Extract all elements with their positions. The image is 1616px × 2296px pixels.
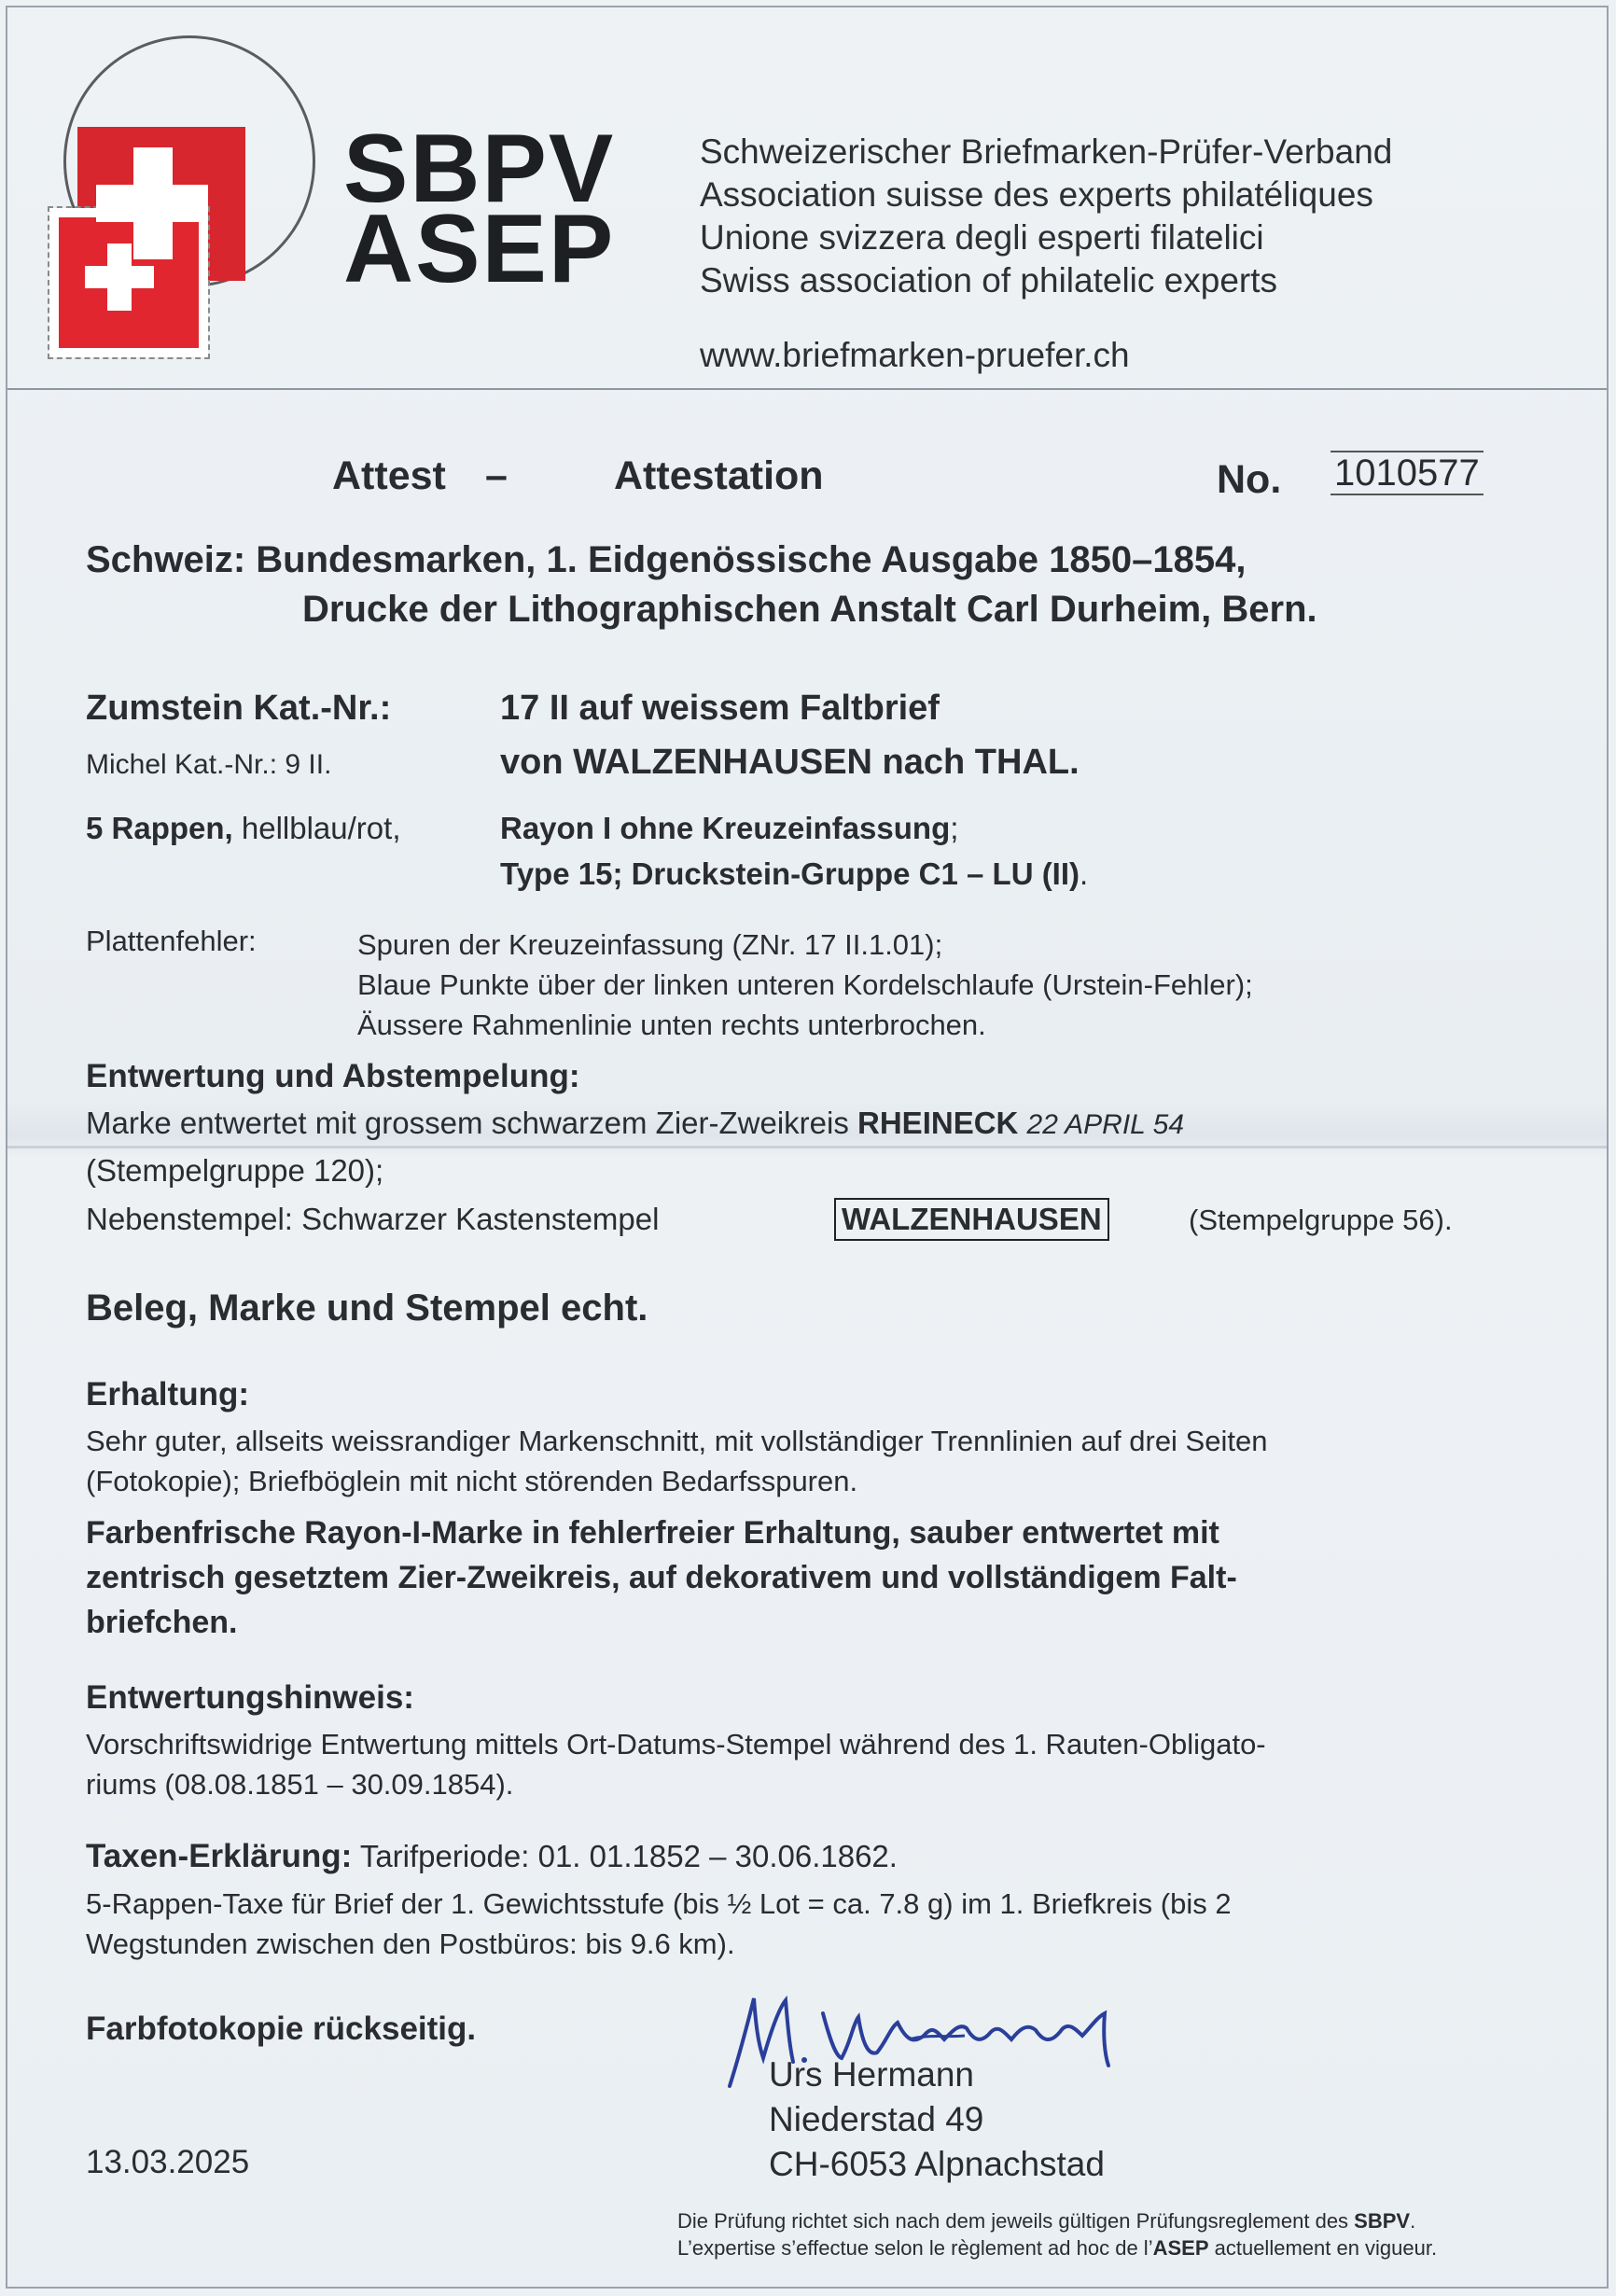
cancellation-line-1: Marke entwertet mit grossem schwarzem Zier-Zweikreis RHEINECK 22 APRIL 54 [86, 1106, 1185, 1140]
condition-summary: Farbenfrische Rayon-I-Marke in fehlerfreier Erhaltung, sauber entwertet mit zentrisch gesetztem Zier-Zweikreis, auf dekorativem und vollständigem Falt- briefchen. [86, 1515, 1237, 1640]
zumstein-value: 17 II auf weissem Faltbrief [500, 689, 940, 728]
cancellation-line-2: (Stempelgruppe 120); [86, 1153, 384, 1188]
title-dash: – [485, 453, 508, 498]
footer-line-1: Die Prüfung richtet sich nach dem jeweils gültigen Prüfungsreglement des SBPV. [677, 2209, 1416, 2233]
plate-fault-1: Spuren der Kreuzeinfassung (ZNr. 17 II.1.01); [357, 928, 943, 961]
cancel-note-heading: Entwertungshinweis: [86, 1679, 414, 1716]
tax-line [86, 1838, 898, 1875]
condition-heading: Erhaltung: [86, 1376, 249, 1412]
logo-asep-text: ASEP [343, 195, 616, 303]
website-link[interactable]: www.briefmarken-pruefer.ch [700, 336, 1130, 374]
denomination-value: 5 Rappen, [86, 811, 233, 845]
type-line: Type 15; Druckstein-Gruppe C1 – LU (II). [500, 856, 1089, 891]
title-attest: Attest [332, 453, 446, 498]
plate-fault-3: Äussere Rahmenlinie unten rechts unterbrochen. [357, 1009, 986, 1041]
zumstein-label: Zumstein Kat.-Nr.: [86, 689, 392, 728]
footer-notice [677, 2207, 1437, 2261]
tax-text: 5-Rappen-Taxe für Brief der 1. Gewichtsstufe (bis ½ Lot = ca. 7.8 g) im 1. Briefkreis (bis 2 Wegstunden zwischen den Postbüros: bis 9.6 km). [86, 1887, 1232, 1960]
certificate-sheet [6, 6, 1609, 2289]
tax-heading: Taxen-Erklärung: [86, 1838, 353, 1874]
denomination [86, 811, 400, 846]
expert-street: Niederstad 49 [769, 2100, 984, 2138]
denomination-color: hellblau/rot, [241, 811, 401, 845]
expert-address [769, 2052, 1105, 2187]
box-cancel-walzenhausen: WALZENHAUSEN [834, 1198, 1109, 1241]
number-label: No. [1217, 457, 1282, 502]
logo-wordmark [343, 115, 616, 303]
title-attestation: Attestation [614, 453, 824, 498]
photocopy-note: Farbfotokopie rückseitig. [86, 2011, 477, 2047]
plate-fault-2: Blaue Punkte über der linken unteren Kordelschlaufe (Urstein-Fehler); [357, 968, 1253, 1001]
michel-label: Michel Kat.-Nr.: 9 II. [86, 749, 332, 780]
subject-line-2: Drucke der Lithographischen Anstalt Carl Durheim, Bern. [302, 589, 1317, 630]
expert-city: CH-6053 Alpnachstad [769, 2145, 1105, 2183]
association-name-fr: Association suisse des experts philatéliques [700, 175, 1373, 214]
cancellation-group: (Stempelgruppe 56). [1189, 1204, 1453, 1236]
header-divider [7, 388, 1607, 390]
cancellation-town: RHEINECK [857, 1106, 1019, 1140]
michel-value: von WALZENHAUSEN nach THAL. [500, 743, 1080, 782]
footer-line-2: L’expertise s’effectue selon le règlement ad hoc de l’ASEP actuellement en vigueur. [677, 2236, 1438, 2260]
type-text: Type 15; Druckstein-Gruppe C1 – LU (II) [500, 856, 1080, 891]
plate-faults-list [357, 925, 1253, 1045]
cancellation-line-3: Nebenstempel: Schwarzer Kastenstempel [86, 1202, 660, 1236]
logo-sbpv-text: SBPV [343, 115, 616, 223]
subject-line-1: Schweiz: Bundesmarken, 1. Eidgenössische Ausgabe 1850–1854, [86, 539, 1247, 580]
plate-faults-label: Plattenfehler: [86, 925, 257, 957]
tax-period: Tarifperiode: 01. 01.1852 – 30.06.1862. [359, 1839, 898, 1873]
condition-text: Sehr guter, allseits weissrandiger Markenschnitt, mit vollständiger Trennlinien auf drei Seiten (Fotokopie); Briefböglein mit nicht störenden Bedarfsspuren. [86, 1425, 1268, 1497]
certificate-date: 13.03.2025 [86, 2144, 250, 2180]
association-name-de: Schweizerischer Briefmarken-Prüfer-Verband [700, 132, 1393, 171]
association-name-en: Swiss association of philatelic experts [700, 261, 1278, 299]
logo-stamp-small [49, 208, 208, 357]
rayon-line: Rayon I ohne Kreuzeinfassung; [500, 811, 959, 845]
cancellation-heading: Entwertung und Abstempelung: [86, 1058, 580, 1094]
cancellation-date: 22 APRIL 54 [1026, 1109, 1185, 1140]
cancel-note-text: Vorschriftswidrige Entwertung mittels Ort-Datums-Stempel während des 1. Rauten-Obligato- riums (08.08.1851 – 30.09.1854). [86, 1728, 1266, 1801]
verdict: Beleg, Marke und Stempel echt. [86, 1287, 648, 1329]
certificate-number: 1010577 [1330, 451, 1484, 495]
association-name-it: Unione svizzera degli esperti filatelici [700, 218, 1264, 257]
rayon-text: Rayon I ohne Kreuzeinfassung [500, 811, 951, 845]
fold-line [7, 1146, 1607, 1148]
expert-name: Urs Hermann [769, 2055, 974, 2094]
association-names [700, 131, 1392, 302]
